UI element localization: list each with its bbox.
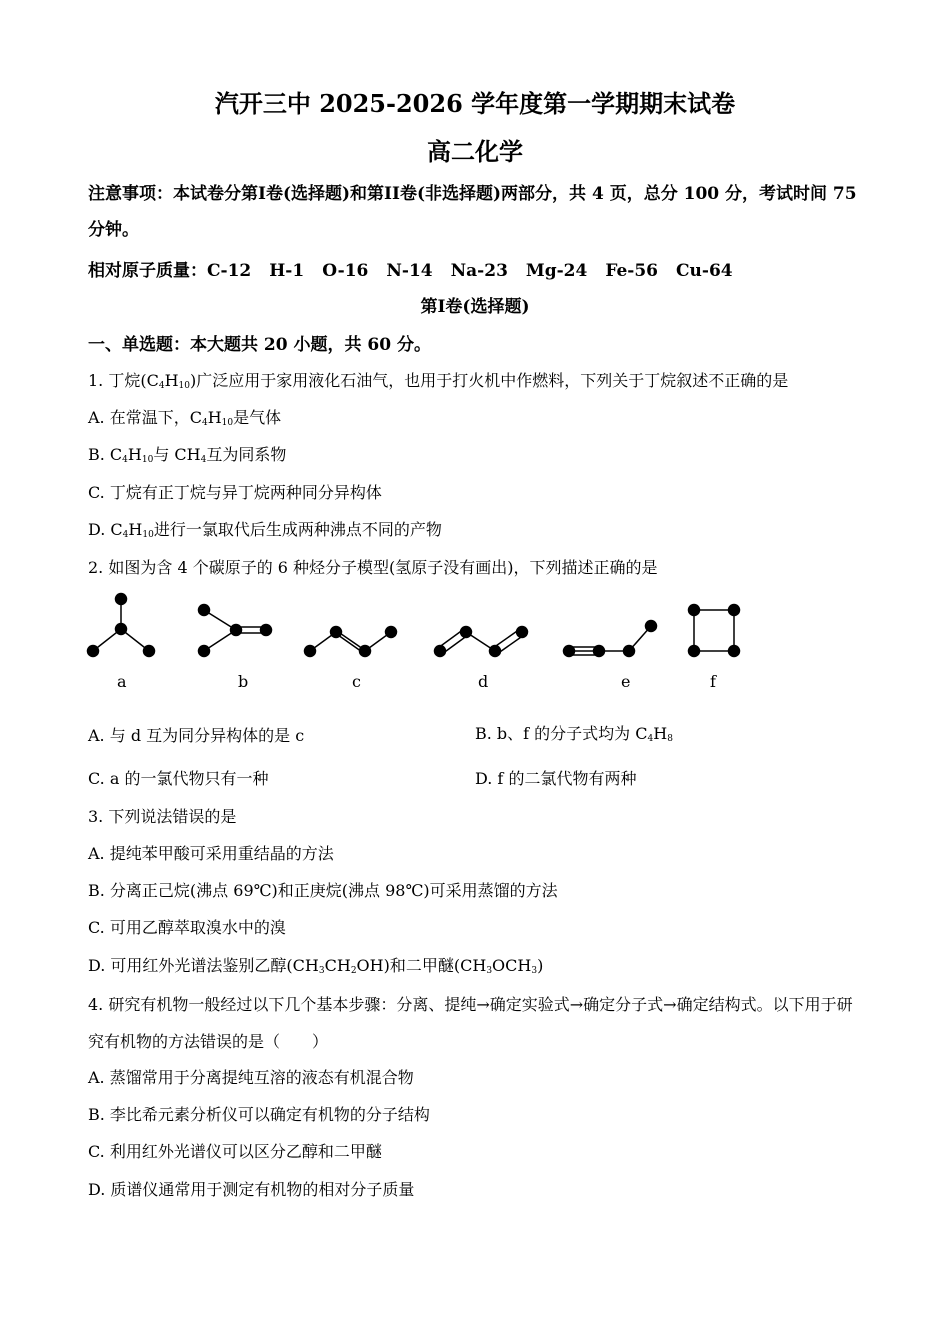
question-3-stem: 3. 下列说法错误的是 [88, 807, 237, 826]
section-heading: 一、单选题：本大题共 20 小题，共 60 分。 [88, 335, 431, 355]
atomic-mass-item: H-1 [269, 261, 305, 281]
atomic-mass-item: Mg-24 [525, 261, 588, 281]
question-4-option-c: C. 利用红外光谱仪可以区分乙醇和二甲醚 [88, 1142, 382, 1161]
exam-notice: 注意事项：本试卷分第I卷(选择题)和第II卷(非选择题)两部分，共 4 页，总分 100 分，考试时间 75 分钟。 [88, 184, 857, 240]
part-title: 第I卷(选择题) [420, 297, 530, 317]
model-label-c: c [352, 672, 361, 691]
question-4-option-b: B. 李比希元素分析仪可以确定有机物的分子结构 [88, 1105, 430, 1124]
atomic-mass-item: Na-23 [450, 261, 508, 281]
question-4-option-d: D. 质谱仪通常用于测定有机物的相对分子质量 [88, 1180, 415, 1199]
atomic-mass-item: C-12 [207, 261, 252, 281]
question-2-option-c: C. a 的一氯代物只有一种 [88, 769, 269, 788]
atomic-mass-item: O-16 [322, 261, 369, 281]
question-3-option-b: B. 分离正己烷(沸点 69℃)和正庚烷(沸点 98℃)可采用蒸馏的方法 [88, 881, 558, 900]
question-1-option-c: C. 丁烷有正丁烷与异丁烷两种同分异构体 [88, 483, 382, 502]
exam-title: 汽开三中 2025-2026 学年度第一学期期末试卷 [214, 89, 736, 118]
atomic-mass-item: Cu-64 [676, 261, 733, 281]
model-c [305, 627, 397, 657]
question-2-stem: 2. 如图为含 4 个碳原子的 6 种烃分子模型(氢原子没有画出)，下列描述正确的是 [88, 558, 658, 577]
question-3-option-a: A. 提纯苯甲酸可采用重结晶的方法 [88, 844, 334, 863]
question-2-option-d: D. f 的二氯代物有两种 [475, 769, 637, 788]
model-label-e: e [621, 672, 631, 691]
question-2-option-a: A. 与 d 互为同分异构体的是 c [88, 726, 305, 745]
model-label-b: b [238, 672, 249, 691]
model-f [689, 605, 740, 657]
atomic-mass-label: 相对原子质量： [88, 261, 207, 281]
question-1-option-d: D. $C_4H_{10}$进行一氯取代后生成两种沸点不同的产物 [88, 520, 442, 540]
hydrocarbon-models-figure [80, 588, 760, 702]
model-b [199, 605, 272, 657]
atomic-mass-item: N-14 [386, 261, 433, 281]
atomic-mass-item: Fe-56 [605, 261, 658, 281]
hydrocarbon-models-svg [80, 588, 760, 698]
question-3-option-d: D. 可用红外光谱法鉴别乙醇$(CH_3CH_2OH)$和二甲醚$(CH_3OCH_3)$ [88, 956, 544, 976]
exam-subject: 高二化学 [427, 137, 523, 166]
question-3-option-c: C. 可用乙醇萃取溴水中的溴 [88, 918, 286, 937]
question-1-stem: 1. 丁烷$(C_4H_{10})$广泛应用于家用液化石油气，也用于打火机中作燃料，下列关于丁烷叙述不正确的是 [88, 371, 789, 391]
question-4-stem: 4. 研究有机物一般经过以下几个基本步骤：分离、提纯→确定实验式→确定分子式→确定结构式。以下用于研究有机物的方法错误的是（ ） [88, 995, 853, 1051]
model-e [564, 621, 657, 657]
question-4-option-a: A. 蒸馏常用于分离提纯互溶的液态有机混合物 [88, 1068, 414, 1087]
model-label-a: a [117, 672, 127, 691]
question-1-option-b: B. $C_4H_{10}$与 $CH_4$互为同系物 [88, 445, 287, 465]
question-1-option-a: A. 在常温下，$C_4H_{10}$是气体 [88, 408, 282, 428]
question-2-option-b: B. b、f 的分子式均为 $C_4H_8$ [475, 724, 673, 744]
model-d [435, 627, 528, 657]
model-label-f: f [710, 672, 716, 691]
model-a [88, 594, 155, 657]
atomic-mass-line [88, 256, 751, 281]
model-label-d: d [478, 672, 489, 691]
